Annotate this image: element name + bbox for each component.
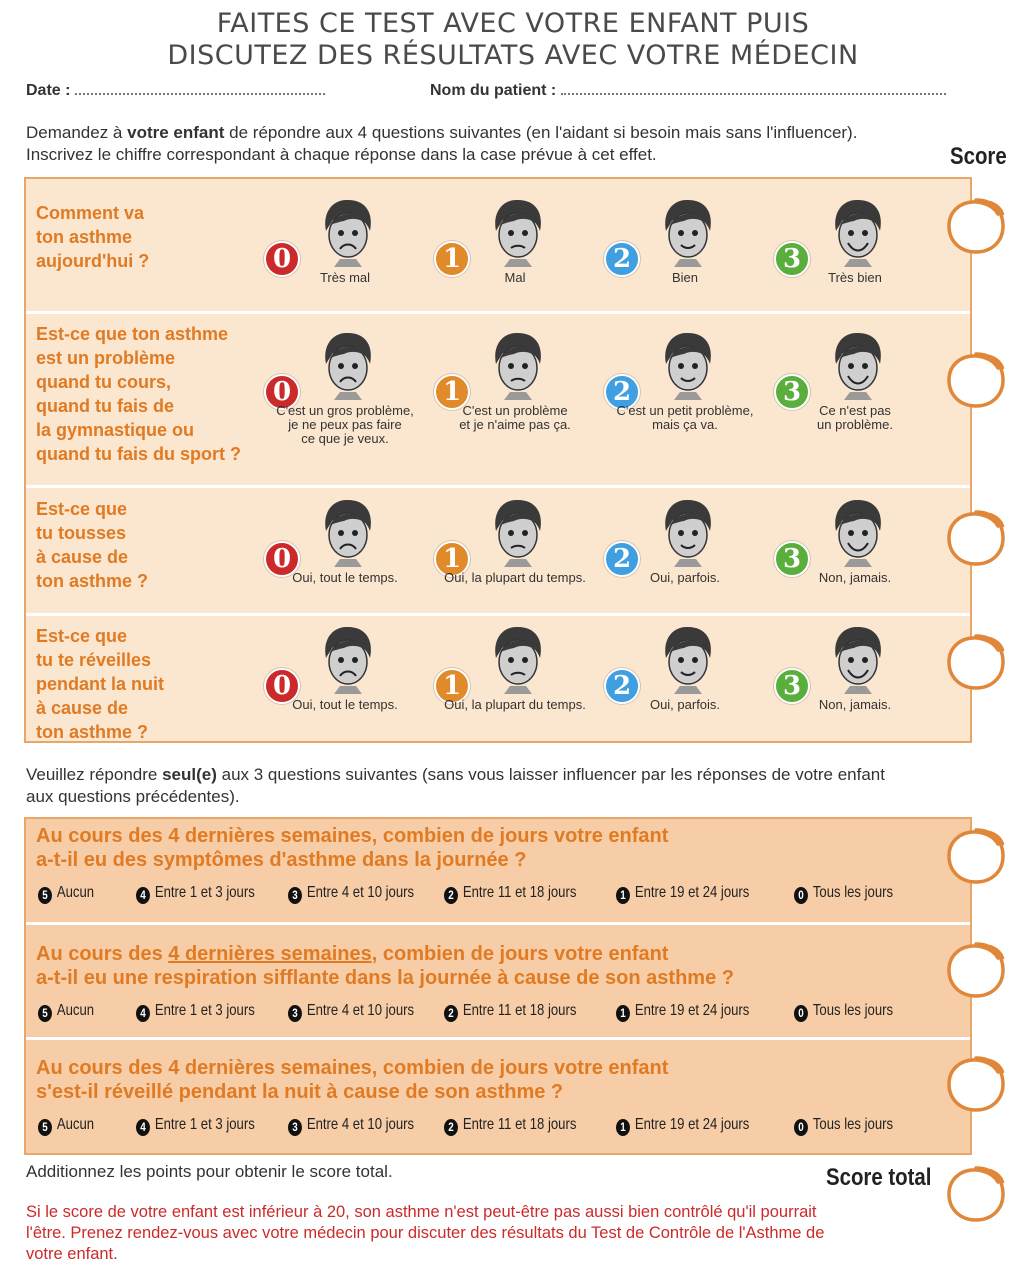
answer-caption — [430, 404, 600, 432]
caption-line: Oui, tout le temps. — [292, 697, 398, 712]
option-label: Entre 19 et 24 jours — [634, 1002, 750, 1019]
points-bullet: 4 — [136, 1005, 150, 1022]
caption-line: Oui, la plupart du temps. — [444, 697, 586, 712]
parent-answer-options — [26, 884, 926, 908]
parent-answer-option[interactable] — [38, 884, 94, 904]
question-line: ton asthme ? — [36, 722, 149, 742]
points-bullet: 0 — [794, 1005, 808, 1022]
total-score-circle-icon[interactable] — [946, 1164, 1006, 1224]
parent-answer-option[interactable] — [136, 1002, 255, 1022]
divider — [26, 1037, 970, 1040]
answer-option-2[interactable] — [600, 197, 770, 317]
parent-answer-option[interactable] — [794, 1002, 893, 1022]
answer-caption — [430, 698, 600, 712]
answer-option-1[interactable] — [430, 497, 600, 617]
child-face-icon — [488, 497, 546, 567]
child-face-icon — [658, 497, 716, 567]
child-question-text — [36, 201, 149, 273]
caption-line: Non, jamais. — [818, 697, 892, 712]
child-face-icon — [488, 197, 546, 267]
parent-answer-option[interactable] — [444, 1116, 576, 1136]
answer-option-0[interactable] — [260, 624, 430, 744]
parent-answer-option[interactable] — [288, 1116, 414, 1136]
option-label: Entre 11 et 18 jours — [462, 1116, 577, 1133]
question-line: ton asthme — [36, 227, 133, 247]
caption-line: et je n'aime pas ça. — [459, 417, 571, 432]
option-label: Entre 19 et 24 jours — [634, 884, 750, 901]
score-number-badge: 2 — [604, 374, 640, 410]
child-face-icon — [488, 330, 546, 400]
caption-line: Très bien — [828, 270, 882, 285]
caption-line: C'est un gros problème, — [276, 403, 414, 418]
child-face-icon — [828, 497, 886, 567]
points-bullet: 4 — [136, 1119, 150, 1136]
question-line: Est-ce que ton asthme — [36, 324, 229, 344]
answer-option-0[interactable] — [260, 330, 430, 450]
child-question-text — [36, 624, 164, 744]
score-circle-icon[interactable] — [946, 350, 1006, 410]
option-label: Aucun — [56, 884, 95, 901]
answer-option-3[interactable] — [770, 197, 940, 317]
child-face-icon — [318, 497, 376, 567]
score-number-badge: 3 — [774, 241, 810, 277]
answer-option-2[interactable] — [600, 497, 770, 617]
parent-answer-option[interactable] — [136, 884, 255, 904]
score-number-badge: 3 — [774, 668, 810, 704]
add-points-text: Additionnez les points pour obtenir le score total. — [26, 1162, 393, 1181]
answer-caption — [600, 571, 770, 585]
parent-answer-option[interactable] — [794, 884, 893, 904]
child-question-row — [26, 314, 970, 486]
points-bullet: 5 — [38, 1005, 52, 1022]
child-question-row — [26, 618, 970, 742]
question-line: quand tu cours, — [36, 372, 171, 392]
answer-caption — [260, 404, 430, 446]
caption-line: Oui, parfois. — [649, 570, 721, 585]
caption-line: Très mal — [319, 270, 371, 285]
points-bullet: 4 — [136, 887, 150, 904]
question-line: quand tu fais de — [36, 396, 175, 416]
question-line: à cause de — [36, 698, 129, 718]
caption-line: Non, jamais. — [818, 570, 892, 585]
divider — [26, 922, 970, 925]
caption-line: Oui, tout le temps. — [292, 570, 398, 585]
date-line[interactable] — [75, 83, 325, 95]
child-face-icon — [318, 330, 376, 400]
option-label: Entre 4 et 10 jours — [306, 1116, 415, 1133]
score-number-badge: 2 — [604, 241, 640, 277]
option-label: Entre 11 et 18 jours — [462, 884, 577, 901]
parent-answer-option[interactable] — [38, 1002, 94, 1022]
question-line: pendant la nuit — [36, 674, 164, 694]
question-text-part: Au cours des — [36, 943, 169, 965]
title-line-2: DISCUTEZ DES RÉSULTATS AVEC VOTRE MÉDECIN — [167, 40, 859, 71]
mid-text-1: Veuillez répondre — [26, 765, 163, 784]
caption-line: C'est un petit problème, — [616, 403, 754, 418]
child-face-icon — [658, 330, 716, 400]
parent-answer-option[interactable] — [444, 884, 576, 904]
score-number-badge: 0 — [264, 668, 300, 704]
child-face-icon — [488, 624, 546, 694]
answer-caption — [600, 698, 770, 712]
child-face-icon — [828, 197, 886, 267]
question-text-part: Au cours des 4 dernières semaines, combien de jours votre enfant — [36, 1057, 669, 1079]
caption-line: je ne peux pas faire — [288, 417, 402, 432]
parent-instructions — [26, 764, 906, 808]
intro-bold: votre enfant — [127, 123, 225, 142]
caption-line: mais ça va. — [652, 417, 718, 432]
answer-option-3[interactable] — [770, 497, 940, 617]
answer-caption — [770, 404, 940, 432]
score-number-badge: 0 — [264, 374, 300, 410]
parent-question-line-1 — [36, 824, 936, 848]
question-line: ton asthme ? — [36, 571, 149, 591]
parent-question-line-2: a-t-il eu des symptômes d'asthme dans la journée ? — [36, 849, 527, 871]
question-line: tu tousses — [36, 523, 127, 543]
answer-caption — [770, 698, 940, 712]
question-line: quand tu fais du sport ? — [36, 444, 241, 464]
parent-question-text — [36, 942, 936, 990]
answer-option-3[interactable] — [770, 330, 940, 450]
parent-question-line-2: s'est-il réveillé pendant la nuit à cause de son asthme ? — [36, 1081, 564, 1103]
child-face-icon — [658, 624, 716, 694]
points-bullet: 1 — [616, 1119, 630, 1136]
score-number-badge: 1 — [434, 668, 470, 704]
question-line: Comment va — [36, 203, 145, 223]
patient-label: Nom du patient : — [430, 82, 557, 99]
question-line: est un problème — [36, 348, 176, 368]
caption-line: Mal — [504, 270, 526, 285]
points-bullet: 3 — [288, 1005, 302, 1022]
intro-text-2: de répondre aux 4 questions suivantes (en l'aidant si besoin mais sans l'influencer). Inscrivez le chiffre correspondant à chaque réponse dans la case prévue à cet effet. — [26, 123, 858, 164]
caption-line: C'est un problème — [462, 403, 568, 418]
parent-answer-option[interactable] — [38, 1116, 94, 1136]
option-label: Entre 4 et 10 jours — [306, 884, 415, 901]
points-bullet: 2 — [444, 887, 458, 904]
option-label: Entre 1 et 3 jours — [154, 1116, 255, 1133]
answer-option-2[interactable] — [600, 624, 770, 744]
points-bullet: 2 — [444, 1119, 458, 1136]
score-circle-icon[interactable] — [946, 940, 1006, 1000]
answer-caption — [260, 571, 430, 585]
score-circle-icon[interactable] — [946, 632, 1006, 692]
score-number-badge: 0 — [264, 541, 300, 577]
answer-option-0[interactable] — [260, 197, 430, 317]
caption-line: ce que je veux. — [301, 431, 389, 446]
answer-caption — [430, 571, 600, 585]
parent-answer-option[interactable] — [616, 1116, 749, 1136]
points-bullet: 5 — [38, 887, 52, 904]
option-label: Entre 19 et 24 jours — [634, 1116, 750, 1133]
parent-answer-options — [26, 1116, 926, 1140]
score-number-badge: 1 — [434, 374, 470, 410]
intro-text-1: Demandez à — [26, 123, 128, 142]
option-label: Entre 11 et 18 jours — [462, 1002, 577, 1019]
child-face-icon — [828, 624, 886, 694]
score-number-badge: 3 — [774, 541, 810, 577]
warning-text: Si le score de votre enfant est inférieur à 20, son asthme n'est peut-être pas aussi bien contrôlé qu'il pourrait l'être. Prenez rendez-vous avec votre médecin pour discuter des résultats du Test de Contrôle de l'Asthme de votre enfant. — [26, 1203, 825, 1263]
parent-question-text — [36, 1056, 936, 1104]
caption-line: Bien — [671, 270, 699, 285]
answer-caption — [600, 404, 770, 432]
score-number-badge: 0 — [264, 241, 300, 277]
points-bullet: 3 — [288, 1119, 302, 1136]
score-heading: Score — [950, 143, 1007, 170]
parent-answer-options — [26, 1002, 926, 1026]
score-circle-icon[interactable] — [946, 508, 1006, 568]
parent-answer-option[interactable] — [444, 1002, 576, 1022]
answer-option-3[interactable] — [770, 624, 940, 744]
parent-answer-option[interactable] — [288, 884, 414, 904]
parent-question-line-1 — [36, 1056, 936, 1080]
answer-option-1[interactable] — [430, 197, 600, 317]
option-label: Aucun — [56, 1002, 95, 1019]
parent-answer-option[interactable] — [136, 1116, 255, 1136]
answer-caption — [260, 698, 430, 712]
answer-option-0[interactable] — [260, 497, 430, 617]
answer-caption — [260, 271, 430, 285]
score-number-badge: 2 — [604, 541, 640, 577]
answer-caption — [430, 271, 600, 285]
option-label: Tous les jours — [812, 1116, 894, 1133]
child-question-text — [36, 322, 241, 466]
caption-line: Oui, la plupart du temps. — [444, 570, 586, 585]
date-field[interactable] — [26, 82, 325, 100]
score-total-label: Score total — [826, 1164, 932, 1191]
parent-answer-option[interactable] — [794, 1116, 893, 1136]
question-line: la gymnastique ou — [36, 420, 195, 440]
answer-caption — [770, 271, 940, 285]
title-line-1: FAITES CE TEST AVEC VOTRE ENFANT PUIS — [216, 8, 810, 39]
option-label: Tous les jours — [812, 1002, 894, 1019]
points-bullet: 1 — [616, 1005, 630, 1022]
score-number-badge: 2 — [604, 668, 640, 704]
answer-option-1[interactable] — [430, 624, 600, 744]
caption-line: un problème. — [817, 417, 893, 432]
parent-answer-option[interactable] — [288, 1002, 414, 1022]
score-number-badge: 3 — [774, 374, 810, 410]
points-bullet: 1 — [616, 887, 630, 904]
option-label: Entre 1 et 3 jours — [154, 884, 255, 901]
option-label: Entre 4 et 10 jours — [306, 1002, 415, 1019]
child-question-text — [36, 497, 148, 593]
question-line: aujourd'hui ? — [36, 251, 150, 271]
question-text-part: Au cours des 4 dernières semaines, combien de jours votre enfant — [36, 825, 669, 847]
child-face-icon — [318, 624, 376, 694]
points-bullet: 5 — [38, 1119, 52, 1136]
points-bullet: 2 — [444, 1005, 458, 1022]
question-line: Est-ce que — [36, 499, 128, 519]
points-bullet: 3 — [288, 887, 302, 904]
score-number-badge: 1 — [434, 541, 470, 577]
score-number-badge: 1 — [434, 241, 470, 277]
option-label: Entre 1 et 3 jours — [154, 1002, 255, 1019]
page-title — [0, 8, 1026, 72]
parent-answer-option[interactable] — [616, 1002, 749, 1022]
option-label: Tous les jours — [812, 884, 894, 901]
patient-name-field[interactable] — [430, 82, 946, 100]
parent-question-text — [36, 824, 936, 872]
parent-answer-option[interactable] — [616, 884, 749, 904]
mid-bold: seul(e) — [162, 765, 217, 784]
option-label: Aucun — [56, 1116, 95, 1133]
child-question-row — [26, 179, 970, 311]
question-text-underlined: 4 dernières semaines — [168, 943, 372, 965]
mid-text-2: aux 3 questions suivantes (sans vous laisser influencer par les réponses de votre enfant aux questions précédentes). — [26, 765, 885, 806]
caption-line: Ce n'est pas — [819, 403, 891, 418]
answer-option-1[interactable] — [430, 330, 600, 450]
child-face-icon — [318, 197, 376, 267]
answer-caption — [770, 571, 940, 585]
patient-name-line[interactable] — [561, 83, 946, 95]
question-line: Est-ce que — [36, 626, 128, 646]
parent-question-line-1 — [36, 942, 936, 966]
child-face-icon — [828, 330, 886, 400]
question-text-part: , combien de jours votre enfant — [371, 943, 669, 965]
caption-line: Oui, parfois. — [649, 697, 721, 712]
score-circle-icon[interactable] — [946, 1054, 1006, 1114]
date-label: Date : — [26, 82, 71, 99]
question-line: tu te réveilles — [36, 650, 152, 670]
child-instructions — [26, 122, 906, 166]
points-bullet: 0 — [794, 887, 808, 904]
answer-option-2[interactable] — [600, 330, 770, 450]
score-circle-icon[interactable] — [946, 826, 1006, 886]
answer-caption — [600, 271, 770, 285]
child-question-row — [26, 489, 970, 615]
child-face-icon — [658, 197, 716, 267]
score-circle-icon[interactable] — [946, 196, 1006, 256]
parent-question-line-2: a-t-il eu une respiration sifflante dans la journée à cause de son asthme ? — [36, 967, 734, 989]
points-bullet: 0 — [794, 1119, 808, 1136]
question-line: à cause de — [36, 547, 129, 567]
